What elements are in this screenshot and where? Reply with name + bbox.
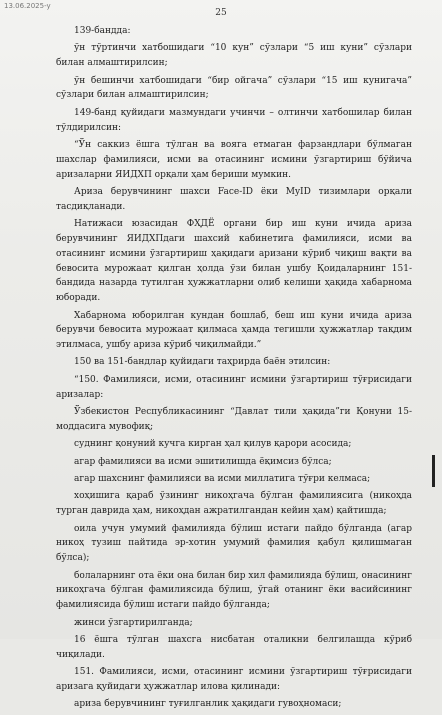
paragraph: 151. Фамилияси, исми, отасининг исмини ўзгартириш тўғрисидаги аризага қуйидаги ҳужжатлар илова қилинади: [56, 667, 412, 692]
paragraph: “Ўн саккиз ёшга тўлган ва вояга етмаган фарзандлари бўлмаган шахслар фамилияси, исми ва отасининг исмини ўзгартириш бўйича аризаларни ЯИДХП орқали ҳам бериши мумкин. [56, 139, 412, 180]
paragraph: “150. Фамилияси, исми, отасининг исмини ўзгартириш тўғрисидаги аризалар: [56, 374, 412, 400]
paragraph: Ариза берувчининг шахси Face-ID ёки MyID тизимлари орқали тасдиқланади. [56, 186, 412, 212]
paragraph: ариза берувчининг туғилганлик ҳақидаги гувоҳномаси; [74, 699, 342, 710]
document-body [56, 24, 412, 715]
paragraph: 149-банд қуйидаги мазмундаги учинчи – олтинчи хатбошилар билан тўлдирилсин: [56, 107, 412, 133]
page-edge-mark [432, 455, 435, 487]
page-number: 25 [215, 8, 227, 18]
date-stamp: 13.06.2025-y [4, 2, 51, 10]
paragraph: Натижаси юзасидан ФҲДЁ органи бир иш куни ичида ариза берувчининг ЯИДХПдаги шахсий кабинетига фамилияси, исми ва отасининг исмини ўзгартириш ҳақидаги аризани кўриб чиқиш вақти ва бевосита мурожаат қилган ҳолда ўзи билан ушбу Қоидаларнинг 151-бандида назарда тутилган ҳужжатларни олиб келиши ҳақида хабарнома юборади. [56, 219, 412, 304]
paragraph: агар фамилияси ва исми эшитилишда ёқимсиз бўлса; [74, 456, 332, 467]
paragraph: болаларнинг ота ёки она билан бир хил фамилияда бўлиш, онасининг никоҳгача бўлган фамилиясида бўлиш, ўгай отанинг ёки васийсининг фамилиясида бўлиш истаги пайдо бўлганда; [56, 570, 412, 611]
paragraph: Хабарнома юборилган кундан бошлаб, беш иш куни ичида ариза берувчи бевосита мурожаат қилмаса ҳамда тегишли ҳужжатлар тақдим этилмаса, ушбу ариза кўриб чиқилмайди.” [56, 310, 412, 351]
paragraph: 16 ёшга тўлган шахсга нисбатан оталикни белгилашда кўриб чиқилади. [56, 634, 412, 660]
paragraph: агар шахснинг фамилияси ва исми миллатига тўғри келмаса; [74, 474, 371, 485]
paragraph: ўн бешинчи хатбошидаги “бир ойгача” сўзлари “15 иш кунигача” сўзлари билан алмаштирилсин; [56, 75, 412, 101]
paragraph: хоҳишига қараб ўзининг никоҳгача бўлган фамилиясига (никоҳда турган даврида ҳам, никоҳдан ажратилгандан кейин ҳам) қайтишда; [56, 491, 412, 517]
paragraph: Ўзбекистон Республикасининг “Давлат тили ҳақида”ги Қонуни 15-моддасига мувофиқ; [56, 407, 412, 432]
paragraph: 150 ва 151-бандлар қуйидаги таҳрирда баён этилсин: [74, 357, 331, 368]
paragraph: жинси ўзгартирилганда; [74, 617, 193, 628]
paragraph: оила учун умумий фамилияда бўлиш истаги пайдо бўлганда (агар никоҳ тузиш пайтида эр-хотин умумий фамилия қабул қилишмаган бўлса); [56, 523, 412, 564]
paragraph: суднинг қонуний кучга кирган ҳал қилув қарори асосида; [74, 439, 352, 450]
paragraph: ўн тўртинчи хатбошидаги “10 кун” сўзлари “5 иш куни” сўзлари билан алмаштирилсин; [56, 43, 412, 69]
paragraph: 139-бандда: [74, 26, 131, 36]
